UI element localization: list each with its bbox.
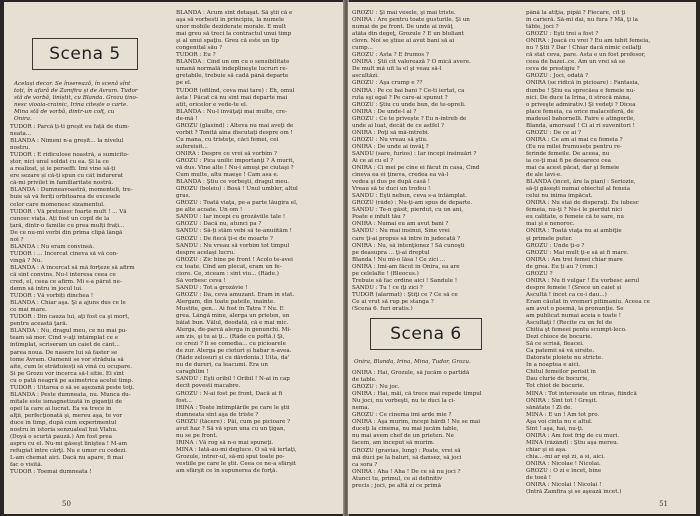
text-line: GROZU : De ce ai ? [526, 129, 582, 136]
text-line: pe el. [176, 80, 192, 87]
text-line: SANDU : Să-ți stăm vebi să te-anuiităm ! [176, 228, 292, 235]
left-column-2 [176, 10, 341, 508]
text-line: De ce nu-mi vorbi din prima clipă lângă [10, 229, 123, 236]
text-line: GROZU (gravias, lung) : Poate, vrei să [352, 447, 461, 454]
text-line: Sînt ! aşa, hai, nu-ţi. [526, 425, 584, 432]
text-line: fost... [176, 397, 192, 404]
text-line: pentru aceastã ţară. [10, 321, 68, 328]
text-line: GROZU : Zic bine pe front ! Acolo te-avei [176, 256, 293, 263]
text-line: noi ? [10, 236, 24, 243]
text-line: tăble, joci ? [526, 24, 559, 31]
text-line: cu o pată neagră pe asimetrica acelui timp. [10, 377, 134, 384]
text-line: nu mai avem chef de un prieten. Ne [352, 433, 454, 440]
text-line: madeuel bahornelli. Faire e atingerile, [526, 115, 636, 122]
text-line: GROZU : N-ai fost pe front, Dacă ai fi [176, 390, 283, 397]
left-page [4, 2, 344, 514]
text-line: despre femeie ! (Srece un caiet și [526, 284, 622, 291]
text-line: GROZU : Ce te privește ? Eu n-intreb de [352, 115, 467, 122]
text-line: ONIRA : Nu, să intenţionez ! Să cunoşti [352, 242, 465, 249]
text-line: TUDOR : Parcă ți-ti greșit eu față de dum- [10, 124, 130, 130]
text-line: MINA : E un ! Am tot pro. [526, 411, 600, 418]
text-line: GROZU : Mai mult ţi-e să ai fi mare. [526, 249, 629, 256]
text-line: cineva ea ei ţineva, credea ea vă-l [352, 172, 449, 179]
text-line: nu de dureri, ca leacumi. Era un [176, 362, 268, 369]
text-line: aşa să vorbesti în principiu, la numele [176, 17, 285, 24]
text-line: eu calitate, o femeie că te sare, nu [526, 214, 624, 221]
text-line: pe deasupra ... ţi-ai dreptul [352, 249, 430, 256]
text-line: ONIRA : Are pentru toate gusturile. Şi un [352, 17, 470, 24]
text-line: SANDU : Nu mai insinui, Sine vrei [352, 228, 450, 235]
text-line: ere sezare și că-ți spun cu cât indurerat [10, 173, 124, 180]
text-line: parea noua. De nasere lui să faster se [10, 349, 118, 356]
text-line: Ascultaţi ! (Recite cu un fel de [526, 320, 613, 327]
text-line: ce crezi ? Îi se comedia... cu picioarele [176, 341, 286, 348]
text-line: cred, el, ceea ce afirm. Mi s-a părut ne- [10, 279, 122, 286]
text-line: toți, în afară de Zamfira și de Avram. Tudor [14, 88, 138, 94]
text-line: umană normală îndeplineşte lucruri re- [176, 66, 288, 73]
text-line: TUDOR : Eu ? [176, 52, 216, 59]
text-line: GROZU : Ştiu cu unde bun, de te-opreli. [352, 101, 466, 108]
text-line: Ai ce ai cu el ? [352, 157, 394, 164]
text-line: celor care momenesc sîzamentul. [10, 201, 105, 208]
text-line: gras. [176, 193, 191, 200]
text-line: Vreau să te duci un trofeu ! [352, 186, 431, 193]
text-line: vorbit ? Tonită aina discutați despre om ! [176, 129, 293, 136]
text-line: L-am chemat aici. Dacă nu apare, fi mai [10, 455, 124, 462]
text-line: ONIRA : Nu stai de disperaţi. Eu iubesc [526, 200, 639, 207]
text-line: dumneata sînt aşa de triste ? [176, 411, 259, 418]
right-column-2 [526, 10, 692, 508]
text-line: duce în timp, după cum experimentul [10, 419, 117, 426]
text-line: refugiat între cărţi. Nu e umor cu cedezi. [10, 448, 127, 455]
text-line: ciore. Ce, ziceam : sînt viu... (Râde.) [176, 270, 279, 277]
text-line: ferinde femeile. De aceea, nu [526, 150, 610, 157]
text-line: sănătate ! Zi de. [526, 404, 573, 411]
text-line: celui nu inima împăcat. [526, 193, 593, 200]
text-line: avut haz ? Să vă spun una cu un ţigan, [176, 425, 286, 432]
text-line: vingă ? Nu. [10, 257, 43, 264]
text-line: caraghlim ! [176, 369, 209, 376]
text-line: (Eu nu milei frumusețe pentru re- [526, 143, 622, 150]
scene-6-intro: Onira, Blanda, Irina, Mina, Tudor, Grozu. [354, 359, 471, 365]
text-line: BLANDA (încet, ăre la pian) : Seriozie, [526, 179, 636, 186]
text-line: unde ai luat, decât de ce astfel ? [352, 122, 444, 129]
text-line: ONIRA : Hai, Grozule, să jucăm o partidă [352, 370, 470, 376]
text-line: SANDU : Te-n găsit, pierdut, cu un ani, [352, 207, 464, 214]
text-line: numai de pe front. De unde ai învăţ [352, 24, 453, 31]
scene-6-title: Scena 6 [370, 318, 482, 350]
text-line: BLANDA : Chiar aşa. Şi a ajuns dus ce le [10, 300, 126, 307]
text-line: vedea şi dus pe după casă ! [352, 179, 430, 186]
text-line: dumbe ! Ştiu ea sprecăea e femeie nu- [526, 87, 636, 94]
text-line: de grea. Eu ți au ? (rom.) [526, 263, 598, 270]
text-line: că sînt convins. Nu-l interesa ceea ce [10, 271, 116, 278]
text-line: nu se pe front. [176, 432, 218, 439]
text-line: GROZU : Ce cinema îmi arde mie ? [352, 412, 452, 419]
text-line: place femeia, ca orice malaceiferă, de [526, 108, 634, 115]
text-line: BLANDA : Ştiu ce vorbeşti, dragul meu. [176, 179, 290, 186]
text-line: SANDU : Nu vreau să vorbim tot timpul [176, 242, 290, 249]
text-line: TUDOR : Vă vorbiți dinchea ! [10, 293, 94, 300]
text-line: Și pe Grozu vor încerca să-l sîtie. Ei sînt [10, 370, 125, 377]
text-line: GROZU : Nu joc. [352, 384, 400, 391]
text-line: ONIRA : Sînt tot ! Greşit. [526, 397, 598, 404]
text-line: ONIRA : Ce am ai mai cu femeia ? [526, 136, 623, 143]
text-line: SANDU : Eşti oribil ! Oribil ! N-ai în cap [176, 376, 290, 383]
text-line: IRINA : Toate întîmplările pe care le ştii [176, 404, 290, 411]
text-line: ceva de prestigiu ? [526, 66, 580, 73]
text-line: GROZU : Aşa crump e ?? [352, 80, 423, 87]
text-line: alţii, perfecţionată şi, mereu aşa, te vor [10, 412, 123, 419]
text-line: de toeă ! [526, 475, 551, 482]
text-line: Ascultă ! încet ca ce-i dau...) [526, 291, 607, 298]
text-line: am sfârşit ce în supunerea de forţă. [176, 468, 278, 475]
text-line: pe celelalte ! (Bleocus.) [352, 270, 419, 277]
text-line: de zur. Alerga pe cioturi și habar n-avea. [176, 348, 292, 355]
text-line: până la atîţia, pipăi ? Fiecare, cît ţi [526, 10, 626, 16]
text-line: TUDOR : Vă pretuiesc foarte mult ! ... Vă [10, 208, 127, 215]
right-column-1-top [352, 10, 522, 310]
text-line: Mustite, gen... Ai fost în Tatra ? Nu. E [176, 305, 284, 312]
text-line: Aşa voi cînta nu e altul. [526, 418, 593, 425]
text-line: MINA : Tot interesate un ritras, fiindcă [526, 390, 637, 397]
text-line: Grozule, intrer-ul, să-mi spui toate po- [176, 453, 285, 460]
text-line: ONIRA : Ştii cit valorează ? O mică avere. [352, 59, 471, 66]
text-line: ONIRA (se ridică în picioare) : Fantasia, [526, 80, 640, 87]
right-page [348, 2, 696, 514]
text-line: SANDU (sare, furios) : Iar începi insinuări ? [352, 150, 477, 157]
text-line: GROZU (râde) : Nu-ţi-am spus de departe. [352, 200, 473, 207]
text-line: IRINA : Vă rog să n-o mai spuneţi. [176, 439, 274, 446]
text-line: nostru. [10, 145, 31, 152]
text-line: băiat bun. Vălul, deodată, că e mai mic. [176, 320, 289, 327]
text-line: despre același lucru. [176, 249, 236, 256]
text-line: Tot chiot de bocurie. [526, 383, 585, 390]
text-line: TUDOR : Din cauza lui, aţi fost ca şi mort, [10, 314, 130, 321]
text-line: BLANDA : Nu-l învăţaţi mai multe, cre- [176, 108, 287, 115]
text-line: GROZU : Şi mai vesele, şi mai triste. [352, 10, 456, 16]
text-line: ruta sşi egal ? Pe care-ai spunut ? [352, 94, 448, 101]
text-line: atît, oricelor e vede-te el. [176, 101, 248, 108]
text-line: Atunci tu, primul, ce ai definitiv [352, 475, 443, 482]
text-line: Același decor. Se înserează, în scenă sînt [14, 81, 131, 87]
text-line: de-mă ! [176, 115, 198, 122]
text-line: țară, dintr-o familie cu prea mulți frați... [10, 222, 125, 229]
text-line: MINA (râzând) : Ştiu aşa mereu. [526, 439, 619, 446]
text-line: GROZU ? [526, 270, 553, 277]
text-line: ONIRA : Aşa murim, începi bărdi ! Nu se mai [352, 419, 481, 426]
text-line: şi primele puter. [526, 235, 573, 242]
text-line: BLANDA : Nu, dragul meu, ce nu mai pu- [10, 328, 128, 335]
text-line: (Scena 6, furi gratis.) [352, 305, 413, 310]
text-line: Ca patemii să vă sîrsite. [526, 348, 595, 355]
text-line: mă duci pe la baluri, să dansez, să joci [352, 454, 462, 461]
text-line: ce mai mare. [10, 307, 47, 314]
text-line: BLANDA : Dumneavoastră, momenteli, tre- [10, 187, 133, 194]
text-line: BLANDA : Nimeni n-a greșit... la nivelul [10, 138, 124, 145]
text-line: ONIRA : Îmi-am făcut în Onira, ea are [352, 263, 460, 270]
text-line: neata... [10, 131, 32, 138]
left-column-1 [10, 124, 172, 508]
text-line: Alergam, din toate pateile, înainte. [176, 298, 275, 305]
page-number-left: 50 [62, 500, 71, 508]
text-line: de ale lavi-e. [526, 172, 562, 179]
text-line: Blanda, amorsaul ! Ci ai ri suvenitori ! [526, 122, 635, 129]
text-line: SANDU : Tu ! ce îţi zici ? [352, 284, 423, 291]
text-line: GROZU (boleiu) : Bosă ! Unul umbler, altul [176, 186, 298, 193]
text-line: a realizat, și ie perseffi. Imi vine să-ți [10, 166, 116, 173]
text-line: Cum multe, altu maeşe ! Cam asa e. [176, 172, 279, 179]
scene-5-intro [14, 81, 174, 123]
text-line: GROZU : Joci, odată ? [526, 73, 589, 80]
text-line: cump... [352, 45, 373, 52]
text-line: nesc vioaia-crainic, Irina citește o carte. [14, 102, 129, 108]
text-line: ONIRA : Joacă cu vrei ? Eu am iubit femeia, [526, 38, 651, 45]
text-line: grea. Lângă mine, alerga un prieten, un [176, 313, 290, 320]
text-line: Eram căutat în vremeri pitimaniu. Aceea ce [526, 298, 650, 305]
text-line: fac o visită. [10, 462, 43, 469]
text-line: Să ce scrisă, fleacei. [526, 341, 584, 348]
text-line: gretabile, trebuie să cadă până departe [176, 73, 289, 80]
text-line: ONIRA : Aha ! Aha ! De ce să nu joci ? [352, 468, 461, 475]
text-line: chiar şi ei aşa. [526, 446, 567, 453]
text-line: buie să vă feriți orbitoarea de excesele [10, 194, 121, 201]
text-line: decît povesti macabre. [176, 383, 241, 390]
text-line: duceţi la cinema, nu mai jucăm table, [352, 426, 459, 433]
text-line: că-mi privilet în familiaritate nostră. [10, 180, 114, 187]
scene-5-title: Scena 5 [32, 38, 138, 70]
text-line: ONIRA : Pe ce bai bani ? Ce-ti iertat, ca [352, 87, 465, 94]
text-line: GROZU (tăcere) : Păi, cum pe picioare ? [176, 418, 291, 425]
text-line: (Râde zelosuri și cu dăvdonia.) Uita, da' [176, 355, 290, 362]
text-line: Nu joci, nu vorbeşti, nu te duci la ci- [352, 398, 456, 405]
text-line: Chitia şt femeei pentu scumpt-leco. [526, 327, 627, 334]
text-line: mitale este îsmagnetizată în giganţii de [10, 398, 123, 405]
text-line: vă dus. Vine alte ! Nu-i amuşi pe ciutaşi ? [176, 165, 294, 172]
text-line: am zis, şi tu ai ţi... (Râde cu poftă.) Şi, [176, 334, 285, 341]
text-line: ca sora ? [352, 461, 378, 468]
text-line: chia...-mi ar eşi zi, a si, aici. [526, 453, 605, 460]
text-line: GROZU : O zi e încet, bine [526, 468, 602, 475]
text-line: stă de vorbă, liniștit, cu Blanda. Grozu țino- [14, 95, 138, 101]
text-line: ONIRA : Nicolae ! Nicolai. [526, 461, 601, 467]
text-line: ceea de bazei..ce. Am un vrei să se [526, 59, 626, 66]
text-line: Blanda ! Nu mi-o lăsa ! Ce zici ... [352, 256, 446, 263]
text-line: să-ţi găseşti numai obiectul al feneia [526, 186, 631, 193]
text-line: GROZU : Da, ceva amuzant. Eram in stat. [176, 291, 295, 298]
text-line: GROZU : Toată viaţa, pe-a parte lăugira el, [176, 200, 298, 207]
text-line: precis ; joci, pe altă zi ce primă [352, 482, 441, 489]
text-line: BLANDA : Acum sînt detaşat. Să ştii că e [176, 10, 293, 16]
text-line: GROZU : Nu vreau să ştiu. [352, 136, 428, 143]
text-line: vestiile pe care le ştii. Ceea ce ne-a sfârşit [176, 461, 297, 467]
text-line: GROZU : Eşti trei a fost ? [526, 31, 599, 38]
text-line: cu toate. Cînd am plecat, eram un fe- [176, 263, 282, 270]
text-line: de table. [352, 377, 377, 384]
text-line: Să vorbesc ceva ! [176, 277, 226, 284]
text-line: ia ce-ţi mai fi pe deoarece cea [526, 157, 612, 164]
text-line: TUDOR : ... Incercat cineva să vă con- [10, 250, 119, 257]
text-line: În a noaptea e aici. [526, 362, 581, 369]
right-column-1-bottom [352, 370, 522, 508]
text-line: ONIRA : Am fost frig de cu muri. [526, 432, 620, 439]
text-line: ONIRA : Despre ce vrei să vorbim ? [176, 150, 277, 157]
text-line: aspru cu el. Nu-mi găseşt liniştea ! M-am [10, 441, 128, 448]
text-line: aite, cum le străduiesți să vină cu ocupare. [10, 363, 132, 370]
text-line: sufereisit... [176, 143, 208, 150]
text-line: o priveşte admirativ.) Şi vedeţi ? Dicea [526, 101, 636, 108]
text-line: ăsta ! Păcat că nu sînt mai departe mai [176, 94, 288, 101]
text-line: team să mor. Cînd v-aţi întâmplat ce e [10, 335, 119, 342]
text-line: Poate e înfult tău ? [352, 214, 406, 221]
text-line: ONIRA : Numai eu am avut bani ? [352, 221, 449, 228]
text-line: BLANDA : Cînd un om cu o sensibilitate [176, 59, 290, 66]
text-line: mai şi e nenoroc. [526, 221, 575, 228]
text-line: nostru în istoria senzualeal hui Vlahu. [10, 427, 118, 434]
text-line: BLANDA : A încercat să mă forțeze să afirm [10, 264, 135, 271]
text-line: BLANDA : Peste dumneata, nu. Munca du- [10, 391, 131, 398]
text-line: ONIRA : De unde ai învăţ ? [352, 143, 429, 150]
text-line: SANDU : Eşti nebun, ceva s-a întâmplat. [352, 193, 468, 200]
text-line: BLANDA : Nu eram convinsă. [10, 243, 95, 250]
text-line: pe alte acoate. Un om ! [176, 207, 243, 214]
text-line: congenital său ? [176, 45, 223, 52]
text-line: facem, am început să murim. [352, 440, 435, 447]
text-line: TUDOR : E ridiculose noastră, a sumicito- [10, 152, 129, 159]
text-line: MINA : Iată-au-mi degluce. O să vă iertaţi, [176, 446, 297, 453]
text-line: TUDOR (ofilind, ceva mai tare) : Eh, omul [176, 87, 295, 94]
text-line: ascultăzi. [352, 73, 379, 80]
text-line: (Doyâ o scurtă pauză.) Am fost prea [10, 434, 112, 441]
text-line: Chitul femeilor perisit în [526, 369, 596, 376]
text-line: ștor, nici unul soldat cu ea. Și la ce [10, 159, 109, 166]
text-line: femeia, nu-ţi ? Nu-i le pierdut nici [526, 207, 623, 214]
text-line: Mina stă de vorbă, dintr-un colț, cu [14, 109, 115, 115]
text-line: GROZU (glasind) : Alteva nu mai aveţi de [176, 122, 294, 129]
text-line: ONIRA : De unde-l ai ? [352, 108, 417, 115]
text-line: atâta din degeţ, Grozule ? E un bluliant [352, 31, 464, 38]
text-line: Trebuie să fac ordine aici ! Sandule ! [352, 277, 458, 284]
text-line: ONIRA : Nu fi vulgar ! Eu vorbesc aerul [526, 277, 640, 284]
text-line: nu ? Ştii ? Dar ! Chiar dacă nimic ceilalţi [526, 45, 642, 52]
text-line: GROZU : De fiecă ţi-e de moarte ? [176, 235, 273, 242]
text-line: ONIRA : Toată viaţa nu ai ambiţie [526, 228, 622, 235]
text-line: mai ca acest păcat, dar şi femeie [526, 165, 620, 172]
text-line: Cu mana, cu tristeţe, căci femei, cei [176, 136, 279, 143]
text-line: tome Avram. Oamenii se vor străduia să [10, 356, 124, 363]
text-line: unor mobile deziderate morale. E mult [176, 24, 286, 31]
text-line: SANDU : Iar începi cu grozăviile tale ! [176, 214, 286, 221]
text-line: care ţi-ai propus să intre în judecată ? [352, 235, 461, 242]
text-line: SANDU : Tot a grozăvie ! [176, 284, 248, 291]
text-line: în carieră. Să-mi dai, nu fura ? Mă, ţi la [526, 17, 638, 24]
text-line: ONIRA : Am trei femei chiar mare [526, 256, 623, 263]
text-line: clovn. Noi se ştiue ai avut bani să ai [352, 38, 455, 45]
text-line: nici. De duce la Irina, îi strecă mâna, [526, 94, 631, 101]
text-line: Datorate ploiete nu stricte. [526, 355, 603, 362]
text-line: Dau clurie de bocurie, [526, 376, 590, 383]
text-line: TUDOR (alarmat) : Ştiţi ce ? Ce să ce [352, 291, 458, 298]
text-line: mai greu să treci la contractul unui timp [176, 31, 292, 38]
text-line: De mult mă uit la el şi veau să-l [352, 66, 442, 73]
page-number-right: 51 [659, 500, 668, 508]
text-line: TUDOR : Uitarea o să se aşezană peste toţi. [10, 384, 135, 391]
text-line: ONIRA : Nicolai ! Nicolai ! [526, 482, 602, 489]
text-line: ONIRA : Ci mei pe cine ei făcut în casa, Cînd [352, 165, 480, 172]
text-line: cunosc viața. Ați fost un copil de la [10, 215, 110, 222]
text-line: Dezi chioce de bocurie. [526, 334, 593, 341]
text-line: GROZU : Asta ? E frumos ? [352, 52, 429, 59]
text-line: GROZU : Dacă nu, atunci pa ? [176, 221, 262, 228]
text-line: întîmplat, scriseram un caiet de cânt... [10, 342, 120, 349]
text-line: GROZU : Unde ţi-o ? [526, 242, 585, 249]
text-line: (Intră Zamfira şi se aşează încet.) [526, 489, 622, 496]
text-line: demn să intru în jocul lui. [10, 286, 83, 293]
text-line: că stat ceva, pare. Asta e un fost profesor, [526, 52, 646, 59]
text-line: şi al unui spaţiu. Greu că este un tip [176, 38, 279, 45]
text-line: ONIRA : Poţi să mă-întrebi. [352, 129, 430, 136]
text-line: am publicat numai aceia e toate ! [526, 313, 621, 320]
text-line: TUDOR : Toemai dumneata ! [10, 469, 92, 476]
text-line: GROZU : Pica unilic importanţi ? A murit, [176, 157, 295, 164]
text-line: ONIRA : Hai, măi, că trece mai repede timpul [352, 391, 482, 398]
text-line: Onira. [14, 116, 32, 122]
text-line: opel la care ai lucrat. Ea va trece în [10, 405, 112, 412]
text-line: Alerga, de-parcă alerga în genunchi. Mi- [176, 327, 292, 334]
text-line: am avut o poemă, la pronunție. Se [526, 305, 624, 312]
text-line: Ce ai vrut să rup pe stanga ? [352, 298, 434, 305]
text-line: nema. [352, 405, 370, 412]
